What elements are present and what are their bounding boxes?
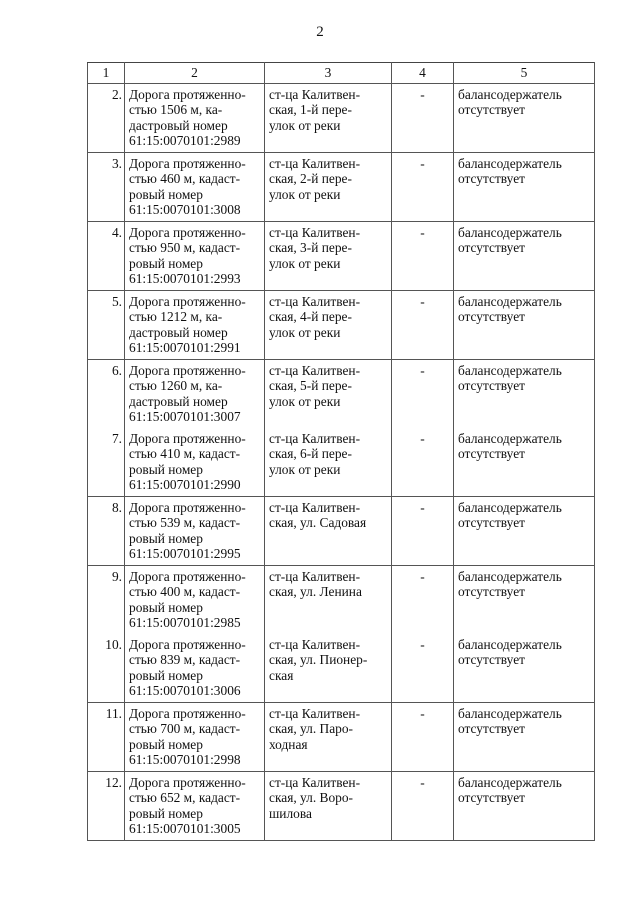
- address-cell-line: улок от реки: [269, 255, 341, 271]
- object-cell-line: дастровый номер: [129, 117, 228, 133]
- table-row: [88, 428, 595, 497]
- object-cell-line: Дорога протяженно-: [129, 706, 246, 721]
- column4-cell: -: [392, 703, 454, 772]
- object-cell: [125, 428, 265, 497]
- address-cell: [265, 497, 392, 566]
- table-row: [88, 497, 595, 566]
- object-cell-line: стью 839 м, кадаст-: [129, 652, 241, 668]
- object-cell-line: стью 460 м, кадаст-: [129, 171, 241, 187]
- address-cell: [265, 772, 392, 841]
- object-cell-line: Дорога протяженно-: [129, 431, 246, 446]
- address-cell: [265, 360, 392, 429]
- column4-cell: -: [392, 222, 454, 291]
- object-cell-line: ровый номер: [129, 255, 203, 271]
- holder-cell-line: балансодержатель: [458, 431, 562, 446]
- address-cell: [265, 84, 392, 153]
- address-cell-line: улок от реки: [269, 393, 341, 409]
- row-number-cell: 2.: [88, 84, 125, 153]
- table-body: [88, 84, 595, 841]
- object-cell-line: стью 652 м, кадаст-: [129, 790, 241, 806]
- address-cell-line: ская, 1-й пере-: [269, 102, 352, 118]
- object-cell-line: Дорога протяженно-: [129, 87, 246, 102]
- object-cell: [125, 360, 265, 429]
- row-number-cell: 6.: [88, 360, 125, 429]
- object-cell: [125, 772, 265, 841]
- holder-cell: [454, 703, 595, 772]
- object-cell-line: 61:15:0070101:3006: [129, 683, 241, 699]
- holder-cell-line: балансодержатель: [458, 569, 562, 584]
- column4-cell: -: [392, 360, 454, 429]
- object-cell-line: Дорога протяженно-: [129, 363, 246, 378]
- table-row: [88, 360, 595, 429]
- address-cell-line: ст-ца Калитвен-: [269, 294, 361, 309]
- holder-cell-line: отсутствует: [458, 584, 525, 600]
- holder-cell-line: балансодержатель: [458, 87, 562, 102]
- object-cell-line: Дорога протяженно-: [129, 775, 246, 790]
- holder-cell-line: отсутствует: [458, 171, 525, 187]
- holder-cell: [454, 153, 595, 222]
- object-cell-line: 61:15:0070101:2985: [129, 615, 241, 631]
- object-cell-line: стью 1260 м, ка-: [129, 378, 223, 394]
- object-cell: [125, 566, 265, 635]
- object-cell-line: 61:15:0070101:2991: [129, 340, 241, 356]
- holder-cell: [454, 428, 595, 497]
- address-cell: [265, 566, 392, 635]
- object-cell-line: ровый номер: [129, 599, 203, 615]
- table-row: [88, 291, 595, 360]
- address-cell-line: ст-ца Калитвен-: [269, 363, 361, 378]
- object-cell: [125, 222, 265, 291]
- address-cell-line: ст-ца Калитвен-: [269, 706, 361, 721]
- object-cell-line: ровый номер: [129, 736, 203, 752]
- address-cell-line: ст-ца Калитвен-: [269, 431, 361, 446]
- holder-cell-line: балансодержатель: [458, 637, 562, 652]
- address-cell: [265, 634, 392, 703]
- holder-cell: [454, 772, 595, 841]
- column4-cell: -: [392, 428, 454, 497]
- row-number-cell: 11.: [88, 703, 125, 772]
- object-cell-line: Дорога протяженно-: [129, 225, 246, 240]
- object-cell-line: 61:15:0070101:3005: [129, 821, 241, 837]
- object-cell-line: 61:15:0070101:2989: [129, 133, 241, 149]
- column4-cell: -: [392, 566, 454, 635]
- address-cell-line: ская, ул. Садовая: [269, 515, 367, 531]
- address-cell-line: ст-ца Калитвен-: [269, 637, 361, 652]
- object-cell-line: Дорога протяженно-: [129, 500, 246, 515]
- address-cell-line: ст-ца Калитвен-: [269, 500, 361, 515]
- holder-cell-line: отсутствует: [458, 378, 525, 394]
- object-cell-line: ровый номер: [129, 186, 203, 202]
- object-cell-line: стью 950 м, кадаст-: [129, 240, 241, 256]
- holder-cell-line: отсутствует: [458, 721, 525, 737]
- object-cell-line: стью 700 м, кадаст-: [129, 721, 241, 737]
- table-row: [88, 566, 595, 635]
- address-cell-line: ходная: [269, 736, 308, 752]
- object-cell-line: ровый номер: [129, 667, 203, 683]
- row-number-cell: 8.: [88, 497, 125, 566]
- holder-cell: [454, 634, 595, 703]
- object-cell-line: ровый номер: [129, 805, 203, 821]
- holder-cell-line: балансодержатель: [458, 225, 562, 240]
- address-cell-line: ская: [269, 667, 294, 683]
- holder-cell-line: отсутствует: [458, 102, 525, 118]
- object-cell: [125, 84, 265, 153]
- holder-cell-line: отсутствует: [458, 790, 525, 806]
- holder-cell: [454, 497, 595, 566]
- object-cell-line: стью 1212 м, ка-: [129, 309, 223, 325]
- row-number-cell: 10.: [88, 634, 125, 703]
- object-cell-line: Дорога протяженно-: [129, 569, 246, 584]
- address-cell: [265, 153, 392, 222]
- column4-cell: -: [392, 291, 454, 360]
- object-cell-line: Дорога протяженно-: [129, 294, 246, 309]
- object-cell-line: стью 410 м, кадаст-: [129, 446, 241, 462]
- holder-cell-line: балансодержатель: [458, 500, 562, 515]
- address-cell-line: ст-ца Калитвен-: [269, 156, 361, 171]
- address-cell-line: ская, ул. Пионер-: [269, 652, 368, 668]
- holder-cell-line: балансодержатель: [458, 363, 562, 378]
- object-cell-line: 61:15:0070101:2990: [129, 477, 241, 493]
- column4-cell: -: [392, 153, 454, 222]
- holder-cell-line: балансодержатель: [458, 156, 562, 171]
- holder-cell-line: отсутствует: [458, 652, 525, 668]
- holder-cell-line: отсутствует: [458, 446, 525, 462]
- holder-cell-line: балансодержатель: [458, 706, 562, 721]
- table-header-row: [88, 63, 595, 84]
- row-number-cell: 9.: [88, 566, 125, 635]
- row-number-cell: 3.: [88, 153, 125, 222]
- address-cell-line: ская, 3-й пере-: [269, 240, 352, 256]
- address-cell-line: ская, 6-й пере-: [269, 446, 352, 462]
- holder-cell-line: отсутствует: [458, 515, 525, 531]
- object-cell-line: Дорога протяженно-: [129, 637, 246, 652]
- address-cell-line: ская, 4-й пере-: [269, 309, 352, 325]
- object-cell-line: ровый номер: [129, 530, 203, 546]
- object-cell-line: стью 539 м, кадаст-: [129, 515, 241, 531]
- row-number-cell: 5.: [88, 291, 125, 360]
- holder-cell: [454, 84, 595, 153]
- column-header-1: 1: [88, 63, 125, 84]
- object-cell: [125, 153, 265, 222]
- address-cell-line: ская, ул. Воро-: [269, 790, 354, 806]
- object-cell-line: дастровый номер: [129, 393, 228, 409]
- object-cell-line: 61:15:0070101:2998: [129, 752, 241, 768]
- address-cell-line: улок от реки: [269, 461, 341, 477]
- table-row: [88, 84, 595, 153]
- column4-cell: -: [392, 634, 454, 703]
- holder-cell: [454, 566, 595, 635]
- object-cell: [125, 634, 265, 703]
- table-row: [88, 222, 595, 291]
- table-row: [88, 634, 595, 703]
- object-cell: [125, 291, 265, 360]
- column4-cell: -: [392, 84, 454, 153]
- object-cell-line: Дорога протяженно-: [129, 156, 246, 171]
- address-cell-line: шилова: [269, 805, 312, 821]
- table-row: [88, 153, 595, 222]
- object-cell-line: 61:15:0070101:2993: [129, 271, 241, 287]
- address-cell-line: ст-ца Калитвен-: [269, 225, 361, 240]
- object-cell-line: дастровый номер: [129, 324, 228, 340]
- column4-cell: -: [392, 497, 454, 566]
- row-number-cell: 12.: [88, 772, 125, 841]
- address-cell: [265, 703, 392, 772]
- object-cell-line: 61:15:0070101:2995: [129, 546, 241, 562]
- table-row: [88, 703, 595, 772]
- address-cell-line: ская, ул. Ленина: [269, 584, 362, 600]
- address-cell: [265, 222, 392, 291]
- address-cell-line: ст-ца Калитвен-: [269, 569, 361, 584]
- holder-cell-line: отсутствует: [458, 240, 525, 256]
- object-cell-line: стью 400 м, кадаст-: [129, 584, 241, 600]
- address-cell-line: ская, 2-й пере-: [269, 171, 352, 187]
- object-cell: [125, 497, 265, 566]
- address-cell-line: улок от реки: [269, 324, 341, 340]
- address-cell: [265, 291, 392, 360]
- row-number-cell: 4.: [88, 222, 125, 291]
- holder-cell: [454, 360, 595, 429]
- page-number: 2: [316, 24, 324, 40]
- holder-cell-line: балансодержатель: [458, 775, 562, 790]
- address-cell-line: ская, 5-й пере-: [269, 378, 352, 394]
- address-cell-line: улок от реки: [269, 186, 341, 202]
- object-cell-line: ровый номер: [129, 461, 203, 477]
- address-cell-line: ская, ул. Паро-: [269, 721, 353, 737]
- column-header-4: 4: [392, 63, 454, 84]
- object-cell-line: 61:15:0070101:3007: [129, 409, 241, 425]
- column-header-3: 3: [265, 63, 392, 84]
- object-cell-line: 61:15:0070101:3008: [129, 202, 241, 218]
- address-cell-line: улок от реки: [269, 117, 341, 133]
- object-cell-line: стью 1506 м, ка-: [129, 102, 223, 118]
- address-cell-line: ст-ца Калитвен-: [269, 775, 361, 790]
- holder-cell: [454, 291, 595, 360]
- object-cell: [125, 703, 265, 772]
- address-cell-line: ст-ца Калитвен-: [269, 87, 361, 102]
- address-cell: [265, 428, 392, 497]
- column-header-2: 2: [125, 63, 265, 84]
- holder-cell: [454, 222, 595, 291]
- holder-cell-line: балансодержатель: [458, 294, 562, 309]
- row-number-cell: 7.: [88, 428, 125, 497]
- column4-cell: -: [392, 772, 454, 841]
- column-header-5: 5: [454, 63, 595, 84]
- registry-table: [87, 62, 595, 841]
- holder-cell-line: отсутствует: [458, 309, 525, 325]
- table-row: [88, 772, 595, 841]
